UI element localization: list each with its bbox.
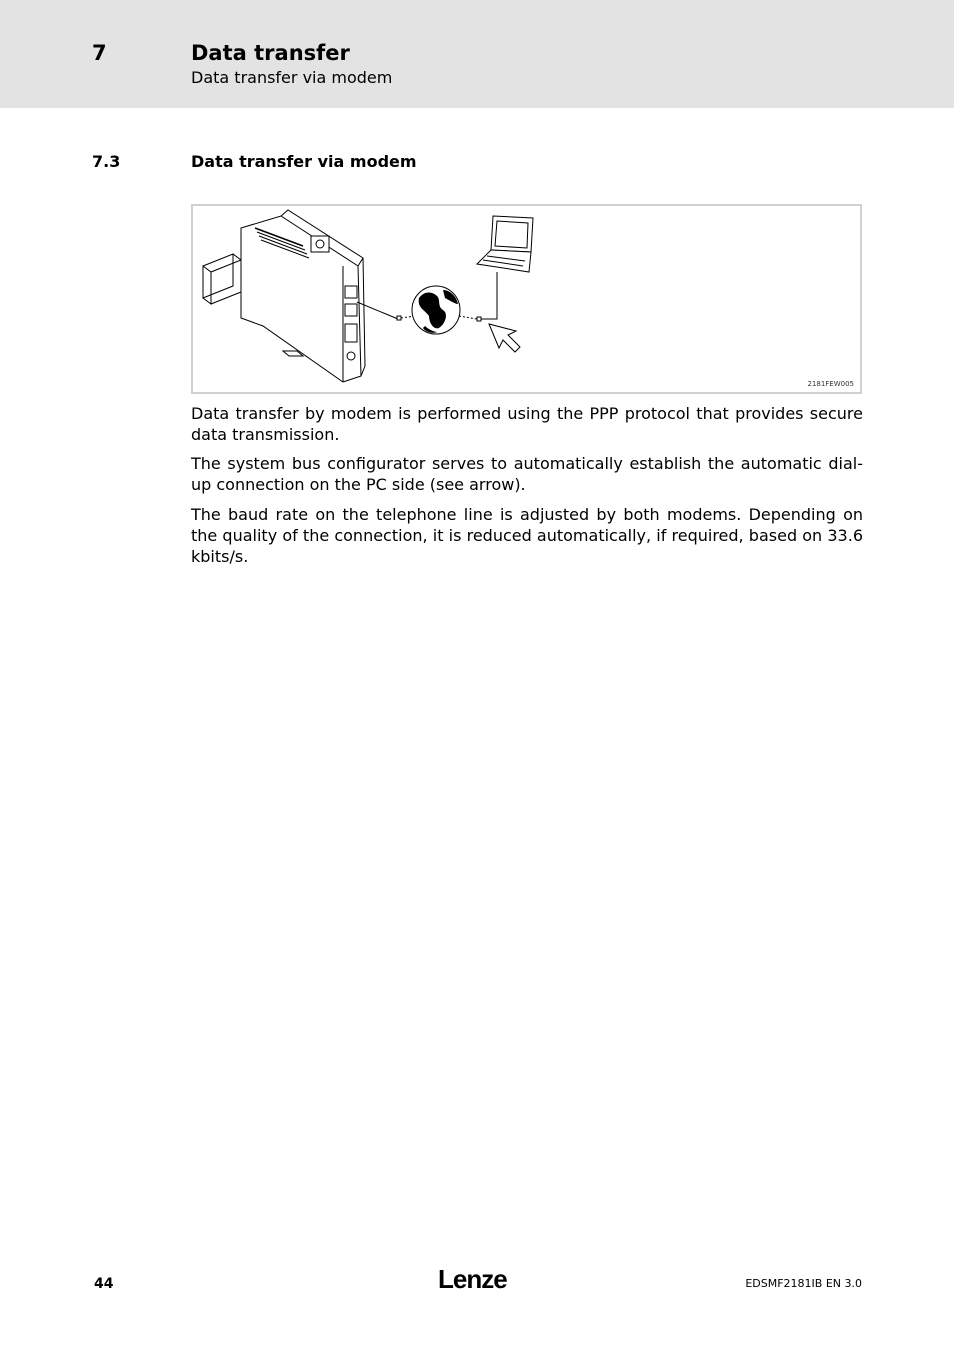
chapter-title: Data transfer	[191, 41, 350, 65]
figure-id: 2181FEW005	[807, 380, 854, 388]
arrow-cursor-icon	[489, 324, 520, 352]
document-code: EDSMF2181IB EN 3.0	[745, 1277, 862, 1290]
chapter-subtitle: Data transfer via modem	[191, 68, 393, 87]
chapter-number: 7	[92, 41, 107, 65]
figure-modem-connection	[191, 204, 862, 394]
lenze-logo: Lenze	[438, 1264, 507, 1294]
page-number: 44	[94, 1276, 114, 1292]
cable-device-globe	[357, 302, 415, 320]
globe-icon	[412, 286, 460, 334]
section-title: Data transfer via modem	[191, 152, 417, 171]
section-number: 7.3	[92, 152, 121, 171]
paragraph-dial-up: The system bus configurator serves to automatically establish the automatic dial-up connection on the PC side (see arrow).	[191, 454, 863, 494]
system-bus-configurator-icon	[203, 210, 365, 382]
paragraph-ppp-protocol: Data transfer by modem is performed using the PPP protocol that provides secure data transmission.	[191, 404, 863, 444]
laptop-icon	[477, 216, 533, 272]
cable-globe-laptop	[459, 272, 497, 321]
paragraph-baud-rate: The baud rate on the telephone line is adjusted by both modems. Depending on the quality of the connection, it is reduced automatically, if required, based on 33.6 kbits/s.	[191, 505, 863, 566]
figure-illustration	[193, 206, 860, 392]
header-band	[0, 0, 954, 108]
